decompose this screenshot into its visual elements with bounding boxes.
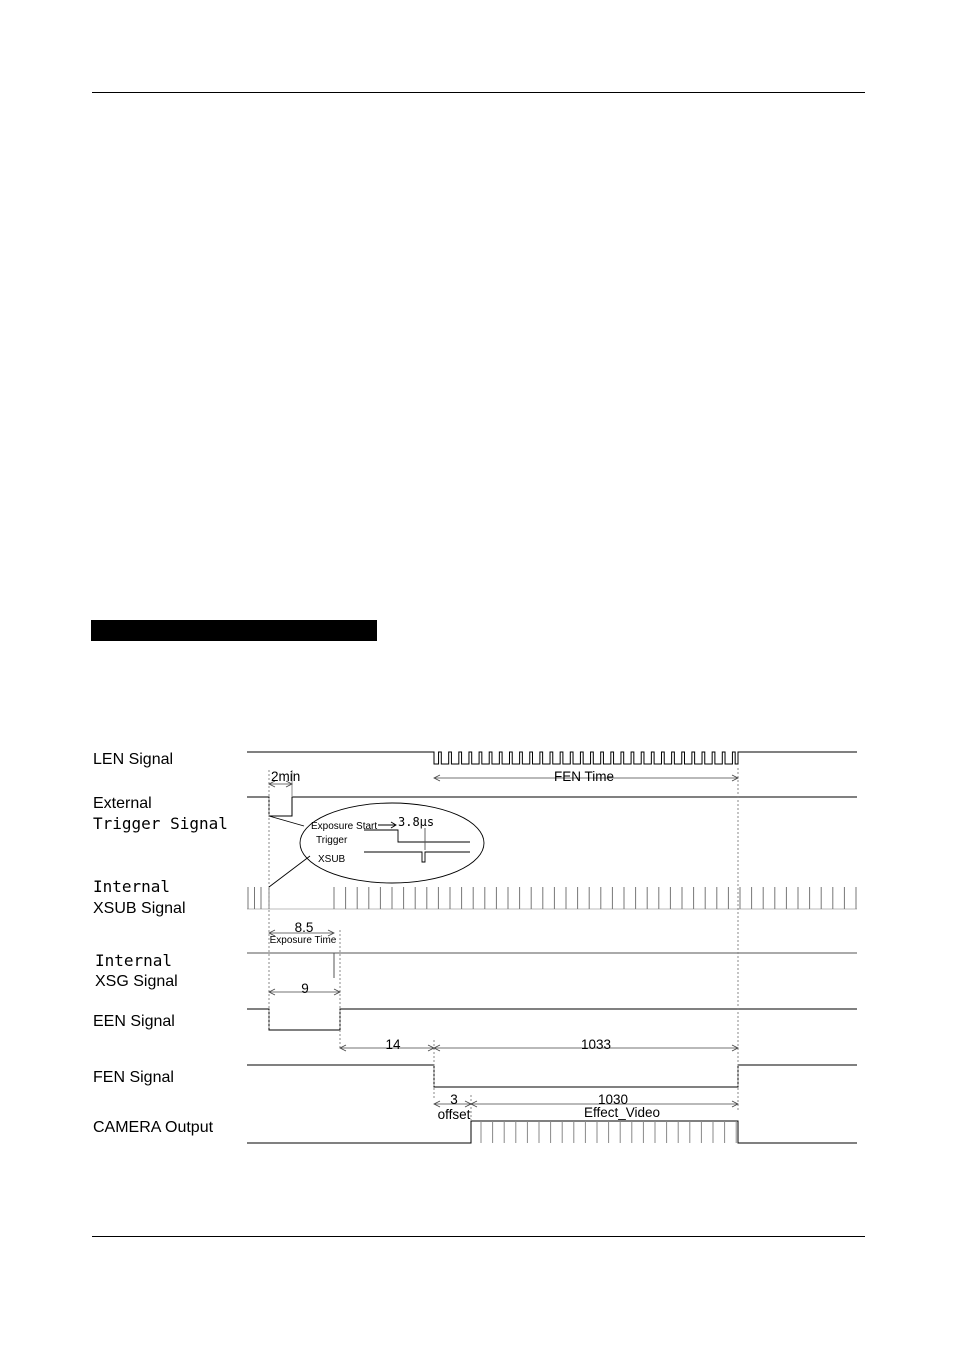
- inset-pointer: [269, 856, 310, 887]
- offset-label: offset: [437, 1107, 471, 1122]
- inset-trigger-wave: [364, 830, 470, 842]
- signal-label-xsub: XSUB Signal: [93, 900, 186, 917]
- effect-video-label: Effect_Video: [583, 1105, 661, 1120]
- inset-xsub-label: XSUB: [318, 854, 346, 865]
- xsg-value-label: 9: [301, 981, 309, 996]
- signal-label-xsub: Internal: [93, 877, 171, 896]
- een-to-fen-label: 14: [385, 1037, 401, 1052]
- fen-time-label: FEN Time: [553, 769, 615, 784]
- footer-rule: [92, 1236, 865, 1237]
- signal-label-fen: FEN Signal: [93, 1069, 174, 1086]
- exposure-value-label: 8.5: [294, 920, 314, 935]
- signal-label-xsg: Internal: [95, 951, 173, 970]
- signal-label-len: LEN Signal: [93, 751, 174, 768]
- exposure-start-label: Exposure Start: [311, 821, 378, 832]
- offset-value-label: 3: [450, 1092, 458, 1107]
- inset-trigger-label: Trigger: [316, 835, 348, 846]
- inset-xsub-wave: [364, 852, 470, 862]
- xsg-waveform: [247, 953, 334, 978]
- signal-label-camera: CAMERA Output: [93, 1119, 214, 1136]
- fen-width-label: 1033: [580, 1037, 612, 1052]
- een-waveform: [247, 1009, 857, 1030]
- inset-pointer: [269, 816, 304, 826]
- signal-labels: [93, 751, 228, 1136]
- video-width-label: 1030: [597, 1092, 629, 1107]
- signal-label-trigger: Trigger Signal: [93, 814, 228, 833]
- exposure-start-inset: [269, 803, 484, 887]
- exposure-time-label: Exposure Time: [269, 935, 337, 946]
- camera-waveform: [247, 1121, 857, 1143]
- two-min-label: 2min: [271, 769, 301, 784]
- trigger-waveform: [247, 797, 857, 816]
- fen-waveform: [247, 1065, 857, 1087]
- len-waveform: [247, 752, 857, 764]
- signal-label-trigger: External: [93, 795, 152, 812]
- signal-label-een: EEN Signal: [93, 1013, 175, 1030]
- pulse-width-label: 3.8μs: [398, 815, 435, 829]
- signal-label-xsg: XSG Signal: [95, 973, 178, 990]
